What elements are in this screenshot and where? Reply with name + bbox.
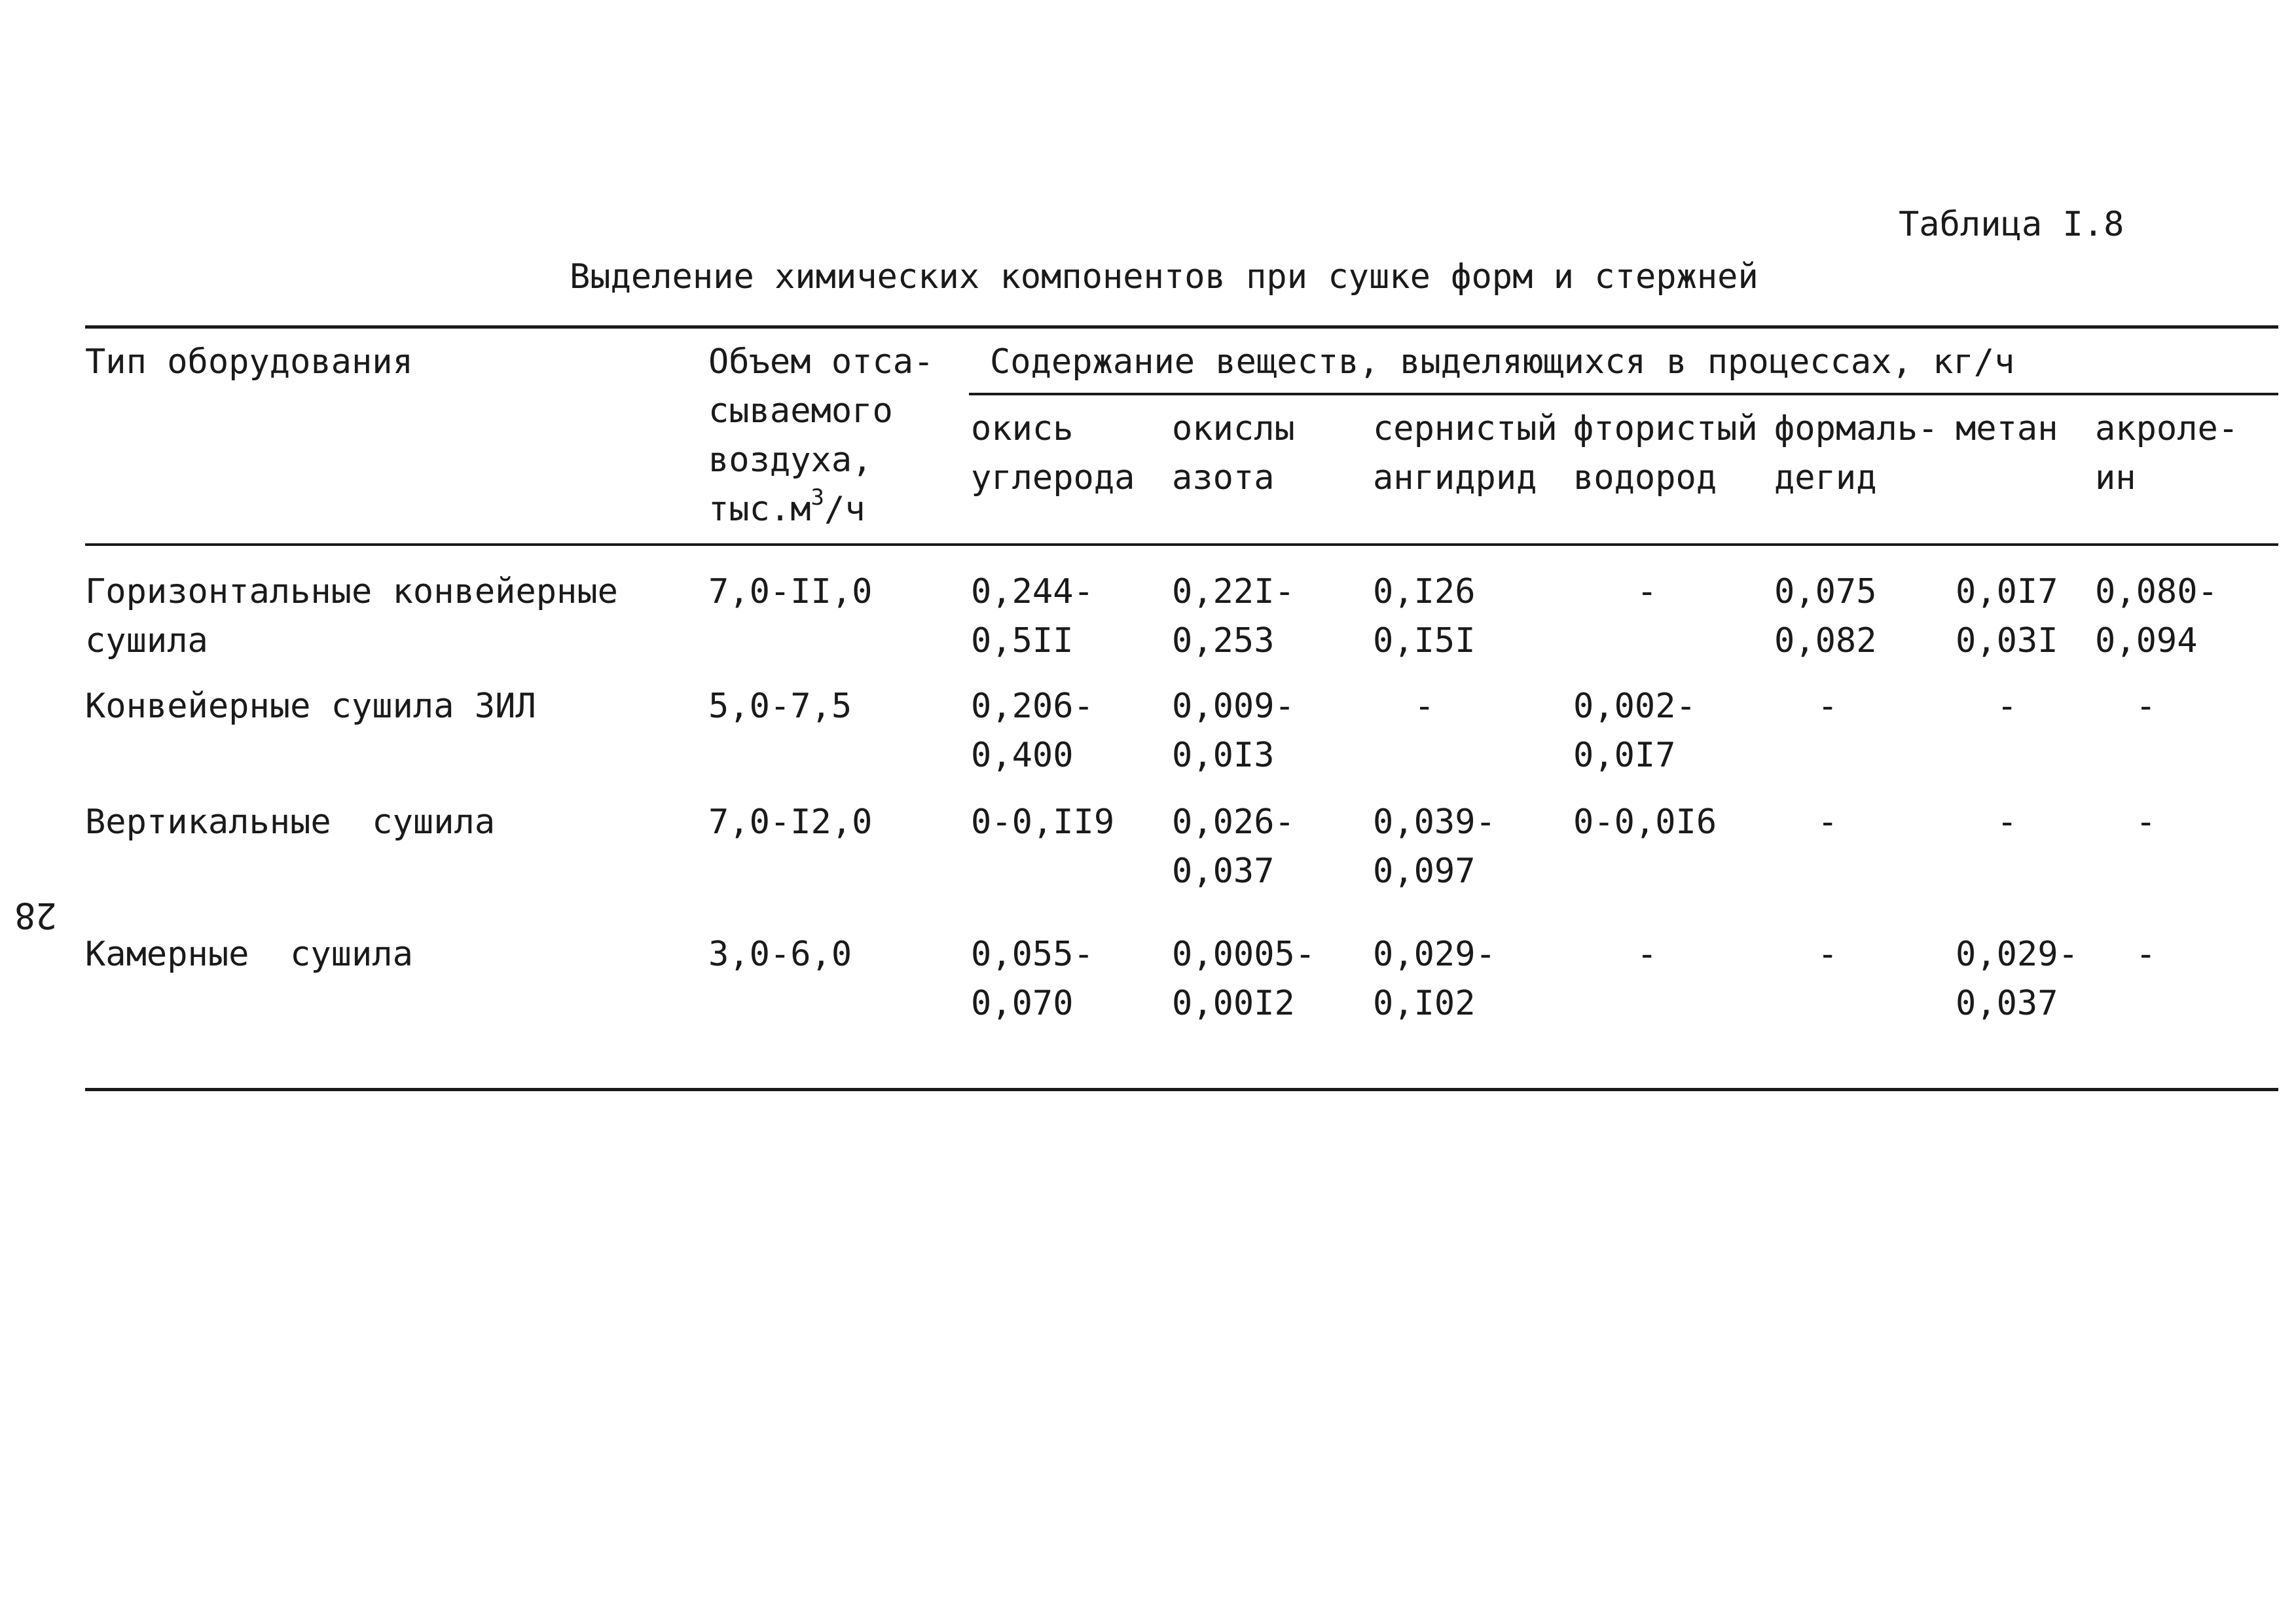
cell-nox-line1: 0,026- [1172,803,1295,842]
cell-methane-line1: - [1997,687,2018,726]
cell-formaldehyde-line2: 0,082 [1774,621,1877,660]
substance-acrolein-line1: акроле- [2095,409,2239,448]
cell-so2-line1: - [1414,687,1435,726]
substance-formaldehyde-line2: дегид [1774,458,1877,497]
cell-acrolein-line1: - [2136,687,2157,726]
cell-acrolein-line1: 0,080- [2095,572,2218,611]
row-volume: 7,0-I2,0 [708,803,873,842]
cell-formaldehyde-line1: - [1817,935,1838,974]
header-volume-line4 [708,484,866,534]
cell-nox-line2: 0,253 [1172,621,1275,660]
cell-so2-line2: 0,097 [1373,852,1476,891]
cell-so2-line2: 0,I5I [1373,621,1476,660]
substance-so2-line1: сернистый [1373,409,1558,448]
cell-methane-line1: - [1997,803,2018,842]
substance-nox-line2: азота [1172,458,1275,497]
cell-hf-line1: 0,002- [1573,687,1696,726]
header-volume-unit-sup: 3 [811,484,825,511]
cell-nox-line1: 0,0005- [1172,935,1316,974]
cell-acrolein-line2: 0,094 [2095,621,2198,660]
substance-co-line2: углерода [971,458,1135,497]
header-rule [85,543,2278,546]
row-equipment-line1: Конвейерные сушила ЗИЛ [85,687,536,726]
group-rule [969,393,2278,395]
substance-acrolein-line2: ин [2095,458,2136,497]
cell-co-line2: 0,400 [971,736,1074,775]
row-volume: 7,0-II,0 [708,572,873,611]
cell-methane-line2: 0,037 [1956,984,2058,1023]
header-volume-unit: тыс.м [708,490,811,529]
cell-nox-line2: 0,037 [1172,852,1275,891]
substance-hf-line1: фтористый [1573,409,1758,448]
table-title: Выделение химических компонентов при сушке форм и стержней [570,257,1758,297]
cell-co-line2: 0,5II [971,621,1074,660]
cell-co-line2: 0,070 [971,984,1074,1023]
row-equipment-line2: сушила [85,621,208,660]
cell-hf-line1: - [1637,935,1658,974]
cell-co-line1: 0,206- [971,687,1094,726]
cell-so2-line1: 0,I26 [1373,572,1476,611]
cell-so2-line1: 0,039- [1373,803,1496,842]
cell-formaldehyde-line1: 0,075 [1774,572,1877,611]
cell-hf-line1: 0-0,0I6 [1573,803,1717,842]
table-label: Таблица I.8 [1899,205,2124,244]
bottom-rule [85,1088,2278,1091]
row-equipment-line1: Горизонтальные конвейерные [85,572,618,611]
cell-nox-line1: 0,22I- [1172,572,1295,611]
substance-nox-line1: окислы [1172,409,1295,448]
cell-methane-line1: 0,029- [1956,935,2079,974]
cell-formaldehyde-line1: - [1817,687,1838,726]
cell-nox-line2: 0,0I3 [1172,736,1275,775]
header-volume-unit-suffix: /ч [824,490,866,529]
cell-formaldehyde-line1: - [1817,803,1838,842]
cell-so2-line2: 0,I02 [1373,984,1476,1023]
cell-acrolein-line1: - [2136,935,2157,974]
top-rule [85,325,2278,329]
header-volume-line3: воздуха, [708,441,873,480]
header-volume-line1: Объем отса- [708,342,934,382]
cell-hf-line2: 0,0I7 [1573,736,1676,775]
cell-methane-line1: 0,0I7 [1956,572,2058,611]
cell-methane-line2: 0,03I [1956,621,2058,660]
substance-hf-line2: водород [1573,458,1717,497]
row-equipment-line1: Камерные сушила [85,935,413,974]
row-volume: 3,0-6,0 [708,935,852,974]
cell-acrolein-line1: - [2136,803,2157,842]
cell-nox-line2: 0,00I2 [1172,984,1295,1023]
header-equipment: Тип оборудования [85,342,413,382]
cell-hf-line1: - [1637,572,1658,611]
substance-methane-line1: метан [1956,409,2058,448]
substance-formaldehyde-line1: формаль- [1774,409,1939,448]
header-volume-line2: сываемого [708,391,893,431]
cell-co-line1: 0,244- [971,572,1094,611]
cell-co-line1: 0-0,II9 [971,803,1115,842]
cell-co-line1: 0,055- [971,935,1094,974]
page-number: 28 [14,895,58,936]
header-group-title: Содержание веществ, выделяющихся в процессах, кг/ч [990,342,2015,382]
substance-co-line1: окись [971,409,1074,448]
cell-so2-line1: 0,029- [1373,935,1496,974]
row-volume: 5,0-7,5 [708,687,852,726]
substance-so2-line2: ангидрид [1373,458,1537,497]
cell-nox-line1: 0,009- [1172,687,1295,726]
row-equipment-line1: Вертикальные сушила [85,803,496,842]
